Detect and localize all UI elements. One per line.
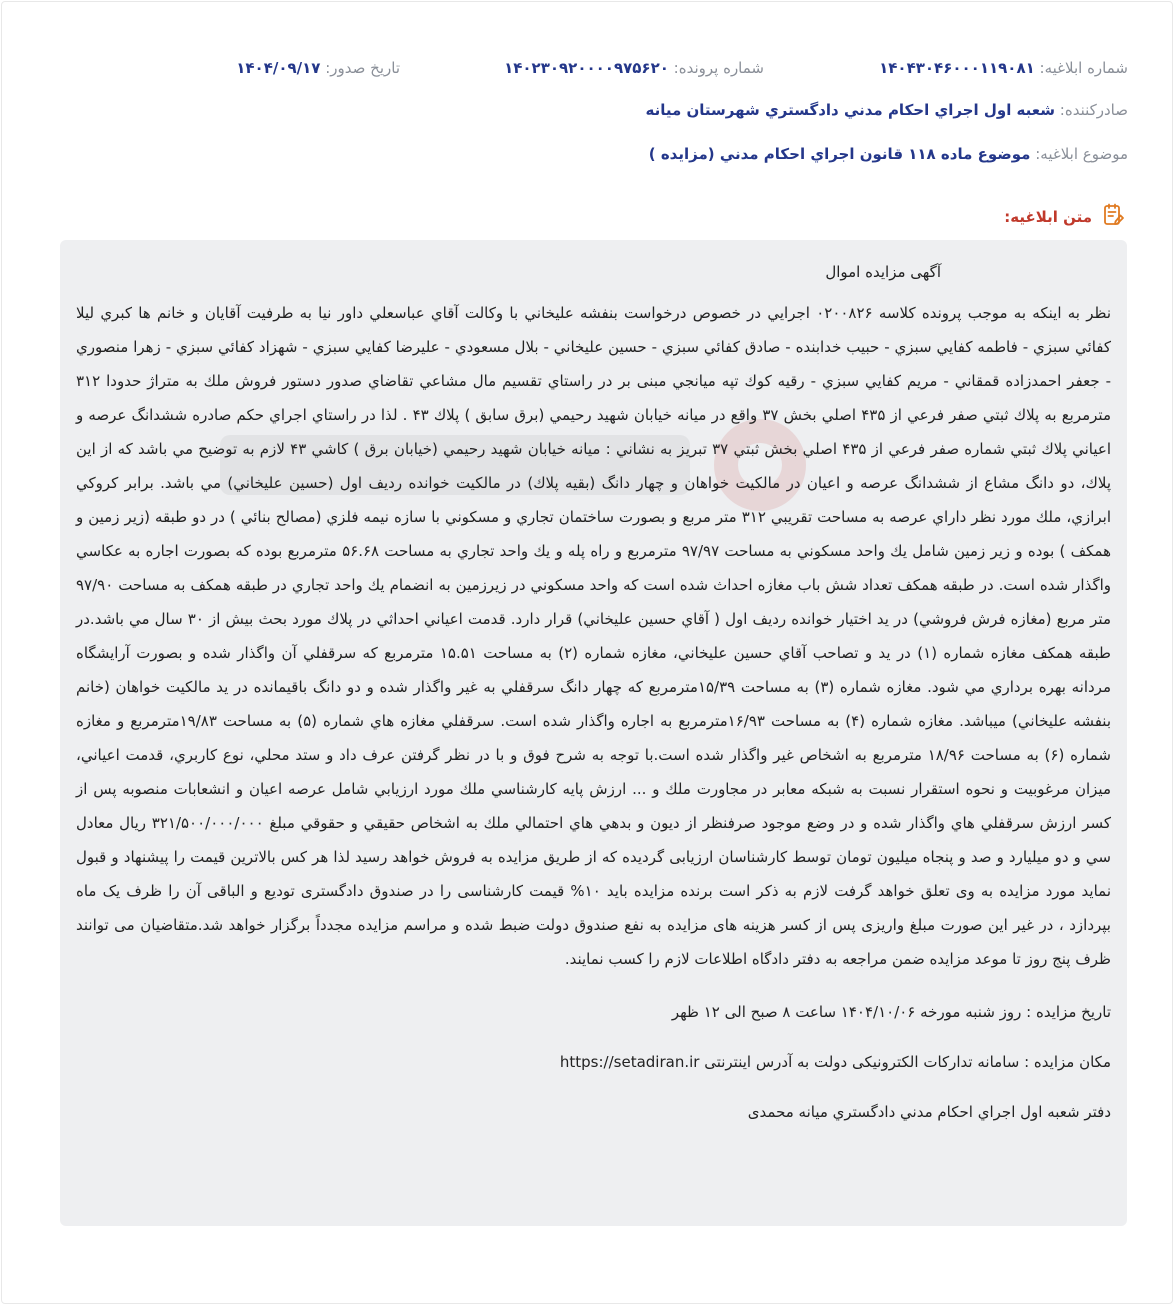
issue-date-label: تاريخ صدور: [325,59,400,77]
issuer-row [646,100,1129,120]
notice-text-heading [1004,202,1126,232]
case-number: ۱۴۰۲۳۰۹۲۰۰۰۰۹۷۵۶۲۰ [504,59,669,77]
auction-date: تاريخ مزايده : روز شنبه مورخه ۱۴۰۴/۱۰/۰۶ ساعت ۸ صبح الی ۱۲ ظهر [671,1003,1111,1021]
notice-number: ۱۴۰۴۳۰۴۶۰۰۰۱۱۹۰۸۱ [879,59,1035,77]
signature: دفتر شعبه اول اجراي احكام مدني دادگستري ميانه محمدی [747,1103,1111,1121]
issuer: شعبه اول اجراي احكام مدني دادگستري شهرستان ميانه [645,101,1055,119]
document-edit-icon [1100,202,1126,232]
issue-date: ۱۴۰۴/۰۹/۱۷ [236,59,321,77]
subject: موضوع ماده ۱۱۸ قانون اجراي احكام مدني (مزايده ) [648,145,1031,163]
notice-content [76,258,1111,1126]
issue-date-field [236,58,400,78]
notice-text-title: متن ابلاغيه: [1004,208,1092,226]
notice-number-label: شماره ابلاغيه: [1039,59,1128,77]
notice-text-panel [60,240,1127,1226]
notice-title: آگهی مزایده اموال [825,263,941,281]
notice-body: نظر به اينكه به موجب پرونده كلاسه ۰۲۰۰۸۲۶ اجرايي در خصوص درخواست بنفشه عليخاني با وكالت آقاي عباسعلي داور نيا به طرفيت آقايان و خانم ها كبري ليلا كفائي سبزي - فاطمه كفايي سبزي - حبيب خدابنده - صادق كفائي سبزي - حسين عليخاني - بلال مسعودي - عليرضا كفايي سبزي - شهزاد كفائي سبزي - زهرا منصوري - جعفر احمدزاده قمقاني - مريم كفايي سبزي - رقيه كوك تپه ميانجي مبنی بر در راستاي تقسيم مال مشاعي تقاضاي صدور دستور فروش ملك به متراژ حدودا ۳۱۲ مترمربع به پلاك ثبتي صفر فرعي از ۴۳۵ اصلي بخش ۳۷ واقع در ميانه خيابان شهيد رحيمي (برق سابق ) پلاك ۴۳ . لذا در راستاي اجراي حكم صادره ششدانگ عرصه و اعياني پلاك ثبتي شماره صفر فرعي از ۴۳۵ اصلي بخش ثبتي ۳۷ تبريز به نشاني : ميانه خيابان شهيد رحيمي (خيابان برق ) كاشي ۴۳ لازم به توضيح مي باشد كه از اين پلاك، دو دانگ مشاع از ششدانگ عرصه و اعيان در مالكيت خواهان و چهار دانگ (بقيه پلاك) در مالكيت خوانده رديف اول (حسين عليخاني) مي باشد. برابر كروكي ابرازي، ملك مورد نظر داراي عرصه به مساحت تقريبي ۳۱۲ متر مربع و بصورت ساختمان تجاري و مسكوني با سازه نيمه فلزي (مصالح بنائي ) در دو طبقه (زير زمين و همكف ) بوده و زير زمين شامل يك واحد مسكوني به مساحت ۹۷/۹۷ مترمربع و راه پله و يك واحد تجاري به مساحت ۵۶.۶۸ مترمربع بوده كه بصورت اجاره به عكاسي واگذار شده است. در طبقه همكف تعداد شش باب مغازه احداث شده است كه واحد مسكوني در زيرزمين به انضمام يك واحد تجاري در طبقه همكف به مساحت ۹۷/۹۰ متر مربع (مغازه فرش فروشي) در يد اختيار خوانده رديف اول ( آقاي حسين عليخاني) قرار دارد. قدمت اعياني احداثي در پلاك مورد بحث بيش از ۳۰ سال مي باشد.در طبقه همكف مغازه شماره (۱) در يد و تصاحب آقاي حسين عليخاني، مغازه شماره (۲) به مساحت ۱۵.۵۱ مترمربع كه سرقفلي آن واگذار شده و بصورت آرايشگاه مردانه بهره برداري مي شود. مغازه شماره (۳) به مساحت ۱۵/۳۹مترمربع كه چهار دانگ سرقفلي به غير واگذار شده و دو دانگ باقيمانده در يد مالكيت خواهان (خانم بنفشه عليخاني) ميباشد. مغازه شماره (۴) به مساحت ۱۶/۹۳مترمربع به اجاره واگذار شده است. سرقفلي مغازه هاي شماره (۵) به مساحت ۱۹/۸۳مترمربع و مغازه شماره (۶) به مساحت ۱۸/۹۶ مترمربع به اشخاص غير واگذار شده است.با توجه به شرح فوق و با در نظر گرفتن عرف داد و ستد محلي، نوع كاربري، قدمت اعياني، ميزان مرغوبيت و نحوه استقرار نسبت به شبكه معابر در مجاورت ملك و ... ارزش پايه كارشناسي ملك مورد ارزيابي شامل عرصه اعيان و انشعابات منصوبه پس از كسر ارزش سرقفلي هاي واگذار شده و در وضع موجود صرفنظر از ديون و بدهي هاي احتمالي ملك به اشخاص حقيقي و حقوقي مبلغ ۳۲۱/۵۰۰/۰۰۰/۰۰۰ ريال معادل سي و دو ميليارد و صد و پنجاه ميليون تومان توسط كارشناسان ارزيابی گرديده كه از طريق مزايده به فروش خواهد رسيد لذا هر كس بالاترين قيمت را پيشنهاد و قبول نمايد مورد مزايده به وی تعلق خواهد گرفت لازم به ذكر است برنده مزايده بايد ۱۰% قيمت كارشناسی را در صندوق دادگستری توديع و الباقی آن را ظرف يک ماه بپردازد ، در غير اين صورت مبلغ واريزی پس از كسر هزينه های مزايده به نفع صندوق دولت ضبط شده و مراسم مزايده مجدداً برگزار خواهد شد.متقاضيان می توانند ظرف پنج روز تا موعد مزايده ضمن مراجعه به دفتر دادگاه اطلاعات لازم را كسب نمايند. [76,304,1112,968]
auction-place: مكان مزايده : سامانه تداركات الكترونيكی دولت به آدرس اينترنتی https://setadiran.ir [559,1053,1111,1071]
notice-meta-row [46,58,1128,78]
subject-label: موضوع ابلاغيه: [1035,145,1128,163]
case-number-label: شماره پرونده: [673,59,764,77]
case-number-field [504,58,764,78]
subject-row [649,144,1128,164]
issuer-label: صادرکننده: [1059,101,1128,119]
notice-number-field [879,58,1128,78]
